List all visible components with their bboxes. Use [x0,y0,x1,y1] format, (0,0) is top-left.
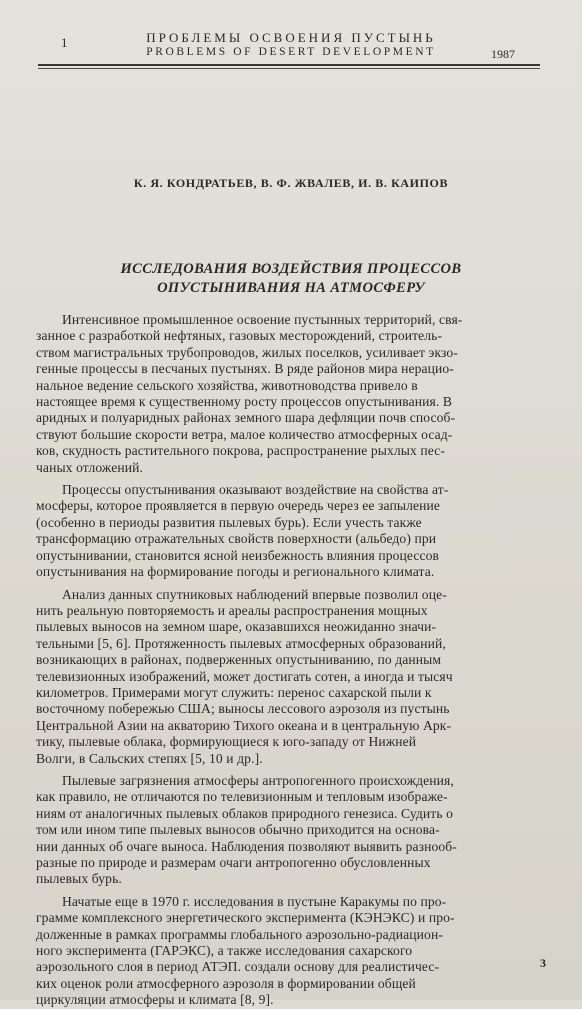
title-line-1: ИССЛЕДОВАНИЯ ВОЗДЕЙСТВИЯ ПРОЦЕССОВ [120,261,462,277]
text-line: Центральной Азии на акваторию Тихого океана и в центральную Арк- [36,717,452,733]
text-line: опустынивании, становится ясной неизбежность влияния процессов [36,547,440,563]
text-line: тику, пылевые облака, формирующиеся к юго-западу от Нижней [36,734,417,750]
text-line: километров. Примерами могут служить: перенос сахарской пыли к [36,684,432,700]
text-line: Начатые еще в 1970 г. исследования в пустыне Каракумы по про- [62,893,447,909]
authors: К. Я. КОНДРАТЬЕВ, В. Ф. ЖВАЛЕВ, И. В. КАИПОВ [133,176,449,190]
header-rule-thin [38,68,540,69]
text-line: ствуют большие скорости ветра, малое количество атмосферных осад- [36,426,453,442]
paragraph [36,773,539,888]
text-line: (особенно в периоды развития пылевых бурь). Если учесть также [36,514,422,530]
text-line: Интенсивное промышленное освоение пустынных территорий, свя- [62,312,463,327]
text-line: чаных отложений. [36,459,144,475]
text-line: генные процессы в песчаных пустынях. В ряде районов мира нерацио- [36,361,454,377]
text-line: разные по природе и размерам очаги антропогенно обусловленных [36,855,431,870]
text-line: восточному побережью США; выносы лессового аэрозоля из пустынь [36,701,450,717]
text-line: ного эксперимента (ГАРЭКС), а также исследования сахарского [36,943,413,959]
text-line: Анализ данных спутниковых наблюдений впервые позволил оце- [62,586,447,602]
text-line: нальное ведение сельского хозяйства, животноводства привело в [36,377,418,393]
text-line: пылевых бурь. [36,871,122,887]
text-line: нить реальную повторяемость и ареалы распространения мощных [36,602,428,618]
paragraph [36,312,539,476]
issue-number: 1 [61,35,68,50]
text-line: как правило, не отличаются по телевизионным и тепловым изображе- [36,789,448,805]
text-line: ких оценок роли атмосферного аэрозоля в формировании общей [36,975,416,991]
text-line: Волги, в Сальских степях [5, 10 и др.]. [36,750,263,766]
text-line: тельными [5, 6]. Протяженность пылевых атмосферных образований, [36,635,446,651]
text-line: занное с разработкой нефтяных, газовых месторождений, строитель- [36,328,443,344]
paragraph [36,894,539,1009]
title-line-2: ОПУСТЫНИВАНИЯ НА АТМОСФЕРУ [157,280,425,296]
text-line: том или ином типе пылевых выносов обычно приходится на основа- [36,822,440,838]
text-line: аридных и полуаридных районах земного шара дефляции почв способ- [36,410,456,426]
text-line: ков, скудность растительного покрова, распространение рыхлых пес- [36,443,445,459]
text-line: нии данных об очаге выноса. Наблюдения позволяют выявить разнооб- [36,838,457,854]
text-line: грамме комплексного энергетического эксперимента (КЭНЭКС) и про- [36,910,455,926]
text-line: телевизионных изображений, может достигать сотен, а иногда и тысяч [36,668,453,684]
header-rule-thick [38,64,540,66]
text-line: долженные в рамках программы глобального аэрозольно-радиацион- [36,926,443,942]
journal-title-en: PROBLEMS OF DESERT DEVELOPMENT [146,46,436,58]
paragraph [36,587,539,767]
text-line: ниям от аналогичных пылевых облаков природного генезиса. Судить о [36,805,454,821]
text-line: ством магистральных трубопроводов, жилых поселков, усиливает экзо- [36,344,458,360]
text-line: трансформацию отражательных свойств поверхности (альбедо) при [36,531,437,547]
page-number: 3 [540,956,546,970]
article-title [0,260,582,298]
text-line: мосферы, которое проявляется в первую очередь через ее запыление [36,498,440,514]
text-line: возникающих в районах, подверженных опустыниванию, по данным [36,652,442,668]
text-line: Пылевые загрязнения атмосферы антропогенного происхождения, [62,772,454,788]
text-line: Процессы опустынивания оказывают воздействие на свойства ат- [62,482,449,498]
article-body [36,312,539,1009]
text-line: циркуляции атмосферы и климата [8, 9]. [36,992,274,1008]
text-line: пылевых выносов на земном шаре, оказавшихся неожиданно значи- [36,619,437,635]
journal-title-ru: ПРОБЛЕМЫ ОСВОЕНИЯ ПУСТЫНЬ [146,30,436,45]
text-line: настоящее время к существенному росту процессов опустынивания. В [36,394,453,410]
paragraph [36,482,539,580]
publication-year: 1987 [491,47,515,61]
text-line: аэрозольного слоя в период АТЭП. создали основу для реалистичес- [36,959,440,975]
text-line: опустынивания на формирование погоды и регионального климата. [36,564,435,580]
